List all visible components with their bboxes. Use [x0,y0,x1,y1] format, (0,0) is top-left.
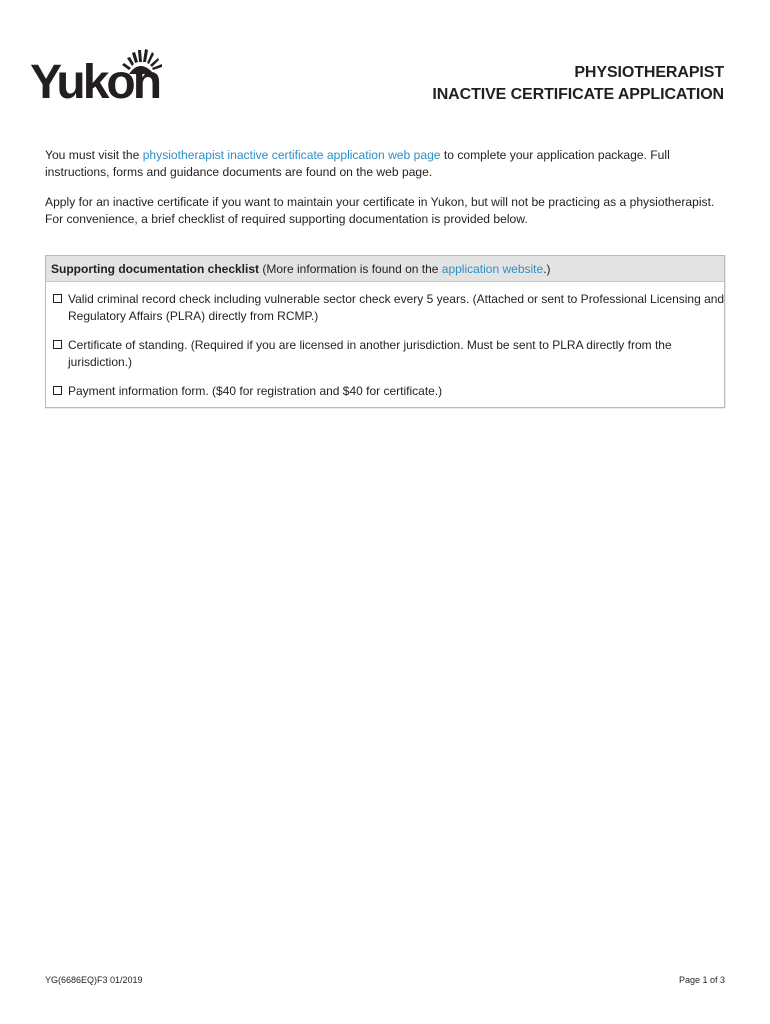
intro-text-after-link: to complete your application package. Full instructions, forms and guidance documents are found on the web page. [45,148,670,179]
checklist-header-note: (More information is found on the [259,262,442,276]
page-number: Page 1 of 3 [678,975,725,985]
intro-paragraph-1 [45,147,735,180]
checklist-item-payment-form [51,383,728,400]
intro-paragraph-2: Apply for an inactive certificate if you want to maintain your certificate in Yukon, but will not be practicing as a physiotherapist. For convenience, a brief checklist of required supporting documentation is provided below. [45,195,715,226]
document-title [432,62,724,106]
application-web-page-link[interactable]: physiotherapist inactive certificate application web page [142,148,441,162]
checklist-item-certificate-of-standing [51,337,728,370]
yukon-logo-graphic [30,44,172,102]
title-line-1: PHYSIOTHERAPIST [574,64,724,81]
checklist-header-end: .) [543,262,551,276]
checklist-header [46,256,724,282]
checklist-item-criminal-record [51,291,728,324]
checklist-item-label: Certificate of standing. (Required if you are licensed in another jurisdiction. Must be sent to PLRA directly from the jurisdiction.) [68,338,672,369]
application-website-link[interactable]: application website [441,262,544,276]
certificate-of-standing-checkbox[interactable] [53,340,62,349]
form-code: YG(6686EQ)F3 01/2019 [45,975,143,985]
supporting-documentation-checklist [45,255,725,408]
payment-form-checkbox[interactable] [53,386,62,395]
checklist-header-title: Supporting documentation checklist [51,262,260,276]
yukon-logo [30,44,172,102]
svg-text:Yukon: Yukon [30,56,160,102]
checklist-item-label: Valid criminal record check including vulnerable sector check every 5 years. (Attached or sent to Professional Licensing and Regulatory Affairs (PLRA) directly from RCMP.) [68,292,725,323]
title-line-2: INACTIVE CERTIFICATE APPLICATION [432,86,724,103]
intro-text-before-link: You must visit the [45,148,143,162]
checklist-item-label: Payment information form. ($40 for registration and $40 for certificate.) [68,384,443,398]
criminal-record-checkbox[interactable] [53,294,62,303]
